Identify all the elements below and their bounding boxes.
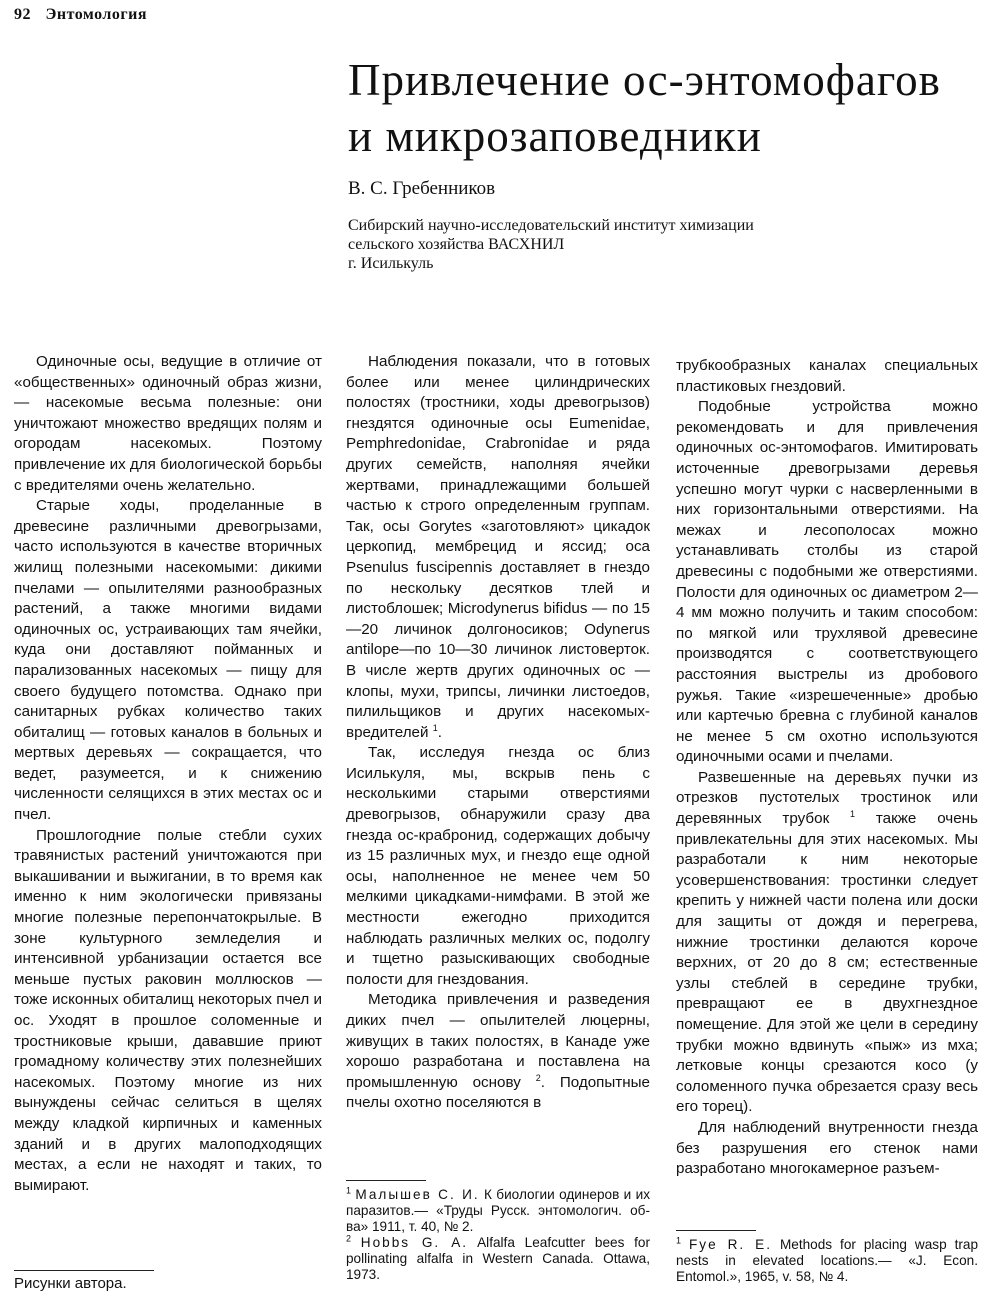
running-head xyxy=(14,6,147,24)
paragraph xyxy=(676,768,978,1118)
footnote-text: Alfalfa Leafcutter bees for pollinating alfalfa in Western Canada. Ottawa, 1973. xyxy=(346,1235,651,1282)
footnotes-column-3 xyxy=(676,1230,978,1285)
paragraph: трубкообразных каналах специальных пластиковых гнездовий. xyxy=(676,357,978,395)
paragraph: Одиночные осы, ведущие в отличие от «общественных» одиночный образ жизни,— насекомые весьма полезные: они уничтожают множество вредящих полям и огородам насекомых. Поэтому привлечение их для биологической борьбы с вредителями очень желательно. xyxy=(14,353,322,494)
footnote xyxy=(346,1187,650,1235)
title-line-2: и микрозаповедники xyxy=(348,111,762,161)
paragraph-text: Наблюдения показали, что в готовых более или менее цилиндрических полостях (тростники, ходы древогрызов) гнездятся одиночные осы Eumenidae, Pemphredonidae, Crabronidae и ряда других семейств, наполняя ячейки жертвами, принадлежащими большей частью к строго определенным группам. Так, осы Gorytes «заготовляют» цикадок церкопид, мембрецид и яссид; оса Psenulus fuscipennis доставляет в гнездо по нескольку десятков тлей и листоблошек; Microdynerus bifidus — по 15—20 личинок долгоносиков; Odynerus antilope—по 10—30 личинок листоверток. В числе жертв других одиночных ос — клопы, мухи, трипсы, личинки листоедов, пилильщиков и других насекомых-вредителей xyxy=(346,353,650,741)
section-name: Энтомология xyxy=(45,6,148,23)
footnote-number: 1 xyxy=(676,1235,682,1246)
paragraph-text: . Подопытные пчелы охотно поселяются в xyxy=(346,1073,650,1112)
title-block xyxy=(348,52,968,273)
footnote-author: Hobbs G. A. xyxy=(360,1235,469,1250)
figure-credit: Рисунки автора. xyxy=(14,1275,127,1292)
paragraph: Для наблюдений внутренности гнезда без разрушения его стенок нами разработано многокамерное разъем- xyxy=(676,1118,978,1178)
affiliation-line-2: сельского хозяйства ВАСХНИЛ xyxy=(348,236,565,253)
footnote-ref: 1 xyxy=(850,809,856,819)
paragraph: Прошлогодние полые стебли сухих травянистых растений уничтожаются при выкашивании и выжигании, в то время как именно к ним экологически привязаны многие полезные перепончатокрылые. В зоне культурного земледелия и интенсивной урбанизации остается все меньше пустых раковин моллюсков — тоже исконных обиталищ некоторых пчел и ос. Уходят в прошлое соломенные и тростниковые крыши, дававшие приют громадному количеству этих полезнейших насекомых. Поэтому многие из них вынуждены сейчас селиться в щелях между кладкой кирпичных и каменных зданий и в других малоподходящих местах, а если не находят и таких, то вымирают. xyxy=(14,826,322,1194)
paragraph xyxy=(346,990,650,1114)
footnote-ref: 2 xyxy=(535,1072,541,1083)
footnote-text: Methods for placing wasp trap nests in elevated locations.— «J. Econ. Entomol.», 1965, v. 58, № 4. xyxy=(676,1237,979,1284)
column-2 xyxy=(346,352,650,1114)
paragraph-text: также очень привлекательны для этих насекомых. Мы разработали к ним некоторые усовершенствования: тростинки следует крепить у нижней части полена или доски для защиты от дождя и перегрева, нижние тростинки делаются короче верхних, от 20 до 8 см; естественные узлы стеблей в середине трубки, превращают ее в двухгнездное помещение. Для этой же цели в середину трубки можно вдвинуть «пыж» из мха; летковые концы срезаются косо (у соломенного пучка обрезается сразу весь его торец). xyxy=(676,810,978,1116)
paragraph-text: Развешенные на деревьях пучки из отрезков пустотелых тростинок или деревянных трубок xyxy=(676,768,978,828)
footnote-rule xyxy=(676,1230,756,1231)
footnotes-column-2 xyxy=(346,1180,650,1283)
page-number: 92 xyxy=(14,6,31,23)
affiliation-line-3: г. Исилькуль xyxy=(348,255,434,272)
paragraph: Подобные устройства можно рекомендовать и для привлечения одиночных ос-энтомофагов. Имитировать источенные древогрызами деревья успешно могут чурки с насверленными в них горизонтальными отверстиями. На межах и лесополосах можно устанавливать столбы из старой древесины с подобными же отверстиями. Полости для одиночных ос диаметром 2—4 мм можно получить и таким способом: по мягкой или трухлявой древесине производятся с соответствующего расстояния выстрелы из дробового ружья. Такие «изрешеченные» дробью или картечью бревна с глубиной каналов не менее 5 см охотно используются одиночными осами и пчелами. xyxy=(676,398,978,766)
credit-rule xyxy=(14,1270,154,1271)
footnote-author: Малышев С. И. xyxy=(355,1187,480,1202)
column-3 xyxy=(676,356,978,1180)
title-line-1: Привлечение ос-энтомофагов xyxy=(348,55,941,105)
footnote-author: Fye R. E. xyxy=(688,1237,772,1252)
footnote-rule xyxy=(346,1180,426,1181)
paragraph: Так, исследуя гнезда ос близ Исилькуля, мы, вскрыв пень с несколькими старыми отверстиями древогрызов, обнаружили сразу два гнезда ос-крабронид, содержащих добычу из 15 различных мух, и гнездо еще одной осы, наполненное не менее чем 50 мелкими цикадками-нимфами. В этой же местности ежегодно приходится наблюдать различных мелких ос, подолгу и тщетно разыскивающих свободные полости для гнездования. xyxy=(346,744,650,988)
column-1 xyxy=(14,352,322,1196)
footnote xyxy=(346,1235,650,1283)
footnote xyxy=(676,1237,978,1285)
author: В. С. Гребенников xyxy=(348,178,496,199)
affiliation-line-1: Сибирский научно-исследовательский институт химизации xyxy=(348,217,754,234)
paragraph: Старые ходы, проделанные в древесине различными древогрызами, часто используются в качестве вторичных жилищ полезными насекомыми: дикими пчелами — опылителями разнообразных растений, а также многими видами одиночных ос, устраивающих там ячейки, куда они доставляют пойманных и парализованных насекомых — пищу для своего будущего потомства. Однако при санитарных рубках количество таких обиталищ — готовых каналов в больных и мертвых деревьях — сокращается, что ведет, разумеется, и к снижению численности селящихся в этих местах ос и пчел. xyxy=(14,497,322,824)
footnote-text: К биологии одинеров и их паразитов.— «Труды Русск. энтомологич. об-ва» 1911, т. 40, № 2. xyxy=(346,1187,650,1234)
affiliation xyxy=(348,216,968,273)
footnote-ref: 1 xyxy=(432,722,438,733)
paragraph: Наблюдения показали, что в готовых более или менее цилиндрических полостях (тростники, ходы древогрызов) гнездятся одиночные осы Eumenidae, Pemphredonidae, Crabronidae и ряда других семейств, наполняя ячейки жертвами, принадлежащими большей частью к строго определенным группам. Так, осы Gorytes «заготовляют» цикадок церкопид, мембрецид и яссид; оса Psenulus fuscipennis доставляет в гнездо по нескольку десятков тлей и листоблошек; Microdynerus bifidus — по 15—20 личинок долгоносиков; Odynerus antilope—по 10—30 личинок листоверток. В числе жертв других одиночных ос — клопы, мухи, трипсы, личинки листоедов, пилильщиков и других насекомых-вредителей $^1$. xyxy=(346,353,650,741)
footnote-number: 2 xyxy=(346,1233,352,1244)
article-title xyxy=(348,52,968,164)
footnote-number: 1 xyxy=(346,1185,352,1196)
paragraph-text: Методика привлечения и разведения диких пчел — опылителей люцерны, живущих в таких полостях, в Канаде уже хорошо разработана и поставлена на промышленную основу xyxy=(346,991,650,1091)
